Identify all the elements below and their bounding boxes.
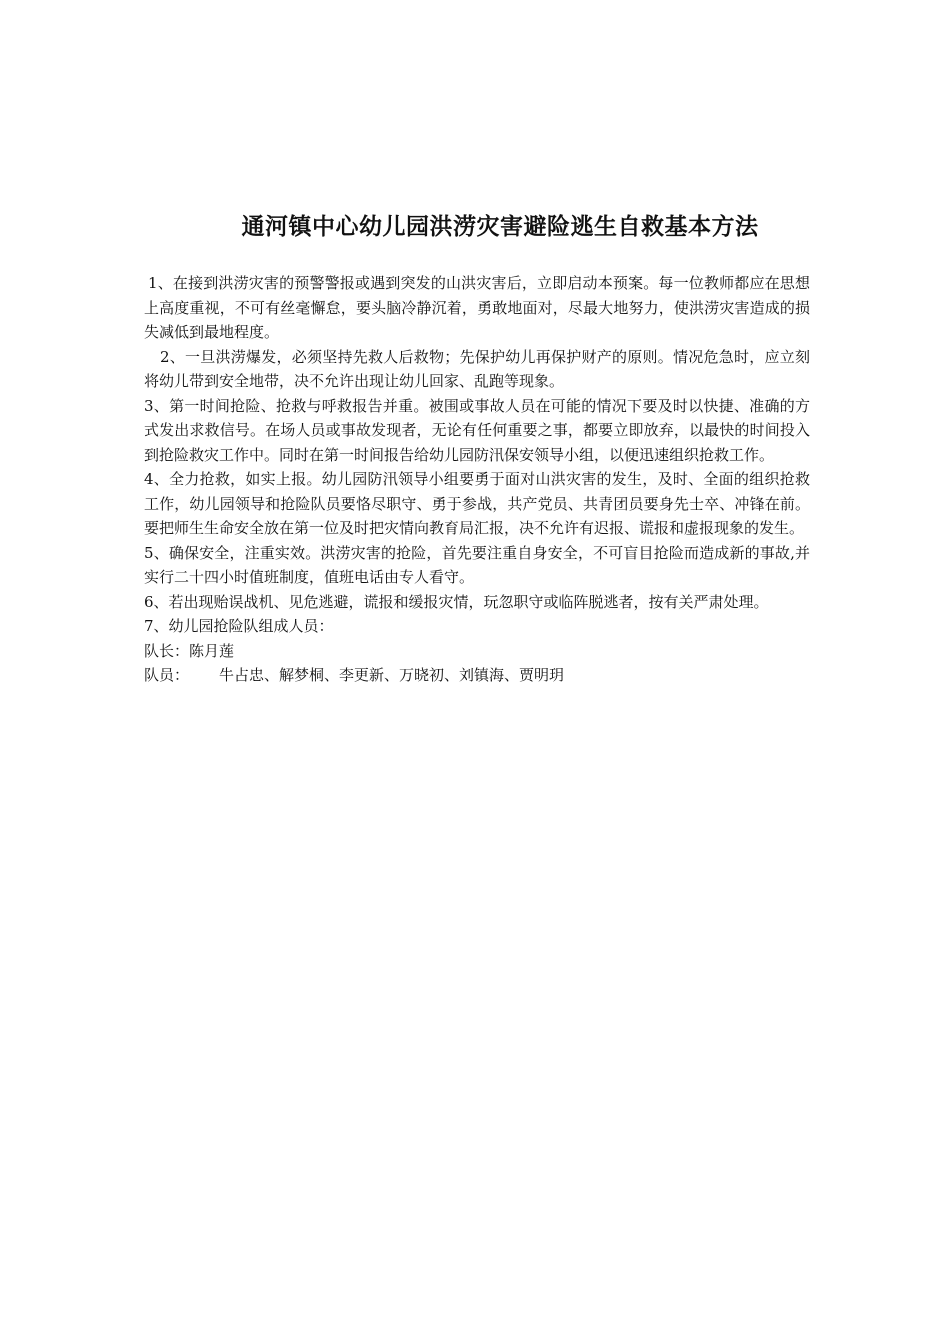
paragraph-1: 1、在接到洪涝灾害的预警警报或遇到突发的山洪灾害后，立即启动本预案。每一位教师都应在思想上高度重视，不可有丝毫懈怠，要头脑冷静沉着，勇敢地面对，尽最大地努力，使洪涝灾害造成的损失减低到最地程度。 — [144, 274, 810, 341]
paragraph-6: 6、若出现贻误战机、见危逃避，谎报和缓报灾情，玩忽职守或临阵脱逃者，按有关严肃处理。 — [144, 592, 769, 611]
team-leader-label: 队长： — [144, 641, 190, 660]
paragraph-2: 2、一旦洪涝爆发，必须坚持先救人后救物；先保护幼儿再保护财产的原则。情况危急时，应立刻将幼儿带到安全地带，决不允许出现让幼儿回家、乱跑等现象。 — [144, 347, 810, 390]
document-title: 通河镇中心幼儿园洪涝灾害避险逃生自救基本方法 — [241, 214, 759, 240]
document-body — [144, 271, 810, 688]
paragraph-5: 5、确保安全，注重实效。洪涝灾害的抢险，首先要注重自身安全，不可盲目抢险而造成新的事故,并实行二十四小时值班制度，值班电话由专人看守。 — [144, 543, 810, 586]
paragraph-4: 4、全力抢救，如实上报。幼儿园防汛领导小组要勇于面对山洪灾害的发生，及时、全面的组织抢救工作，幼儿园领导和抢险队员要恪尽职守、勇于参战，共产党员、共青团员要身先士卒、冲锋在前。要把师生生命安全放在第一位及时把灾情向教育局汇报，决不允许有迟报、谎报和虚报现象的发生。 — [144, 470, 810, 537]
paragraph-7: 7、幼儿园抢险队组成人员： — [144, 617, 334, 635]
team-members-names: 牛占忠、解梦桐、李更新、万晓初、刘镇海、贾明玥 — [219, 666, 565, 684]
team-members-line — [144, 663, 810, 688]
team-members-label: 队员： — [144, 666, 190, 684]
team-leader-name: 陈月莲 — [189, 641, 235, 660]
paragraph-3: 3、第一时间抢险、抢救与呼救报告并重。被围或事故人员在可能的情况下要及时以快捷、准确的方式发出求救信号。在场人员或事故发现者，无论有任何重要之事，都要立即放弃，以最快的时间投入到抢险救灾工作中。同时在第一时间报告给幼儿园防汛保安领导小组，以便迅速组织抢救工作。 — [144, 396, 810, 464]
team-leader-line — [144, 639, 810, 664]
